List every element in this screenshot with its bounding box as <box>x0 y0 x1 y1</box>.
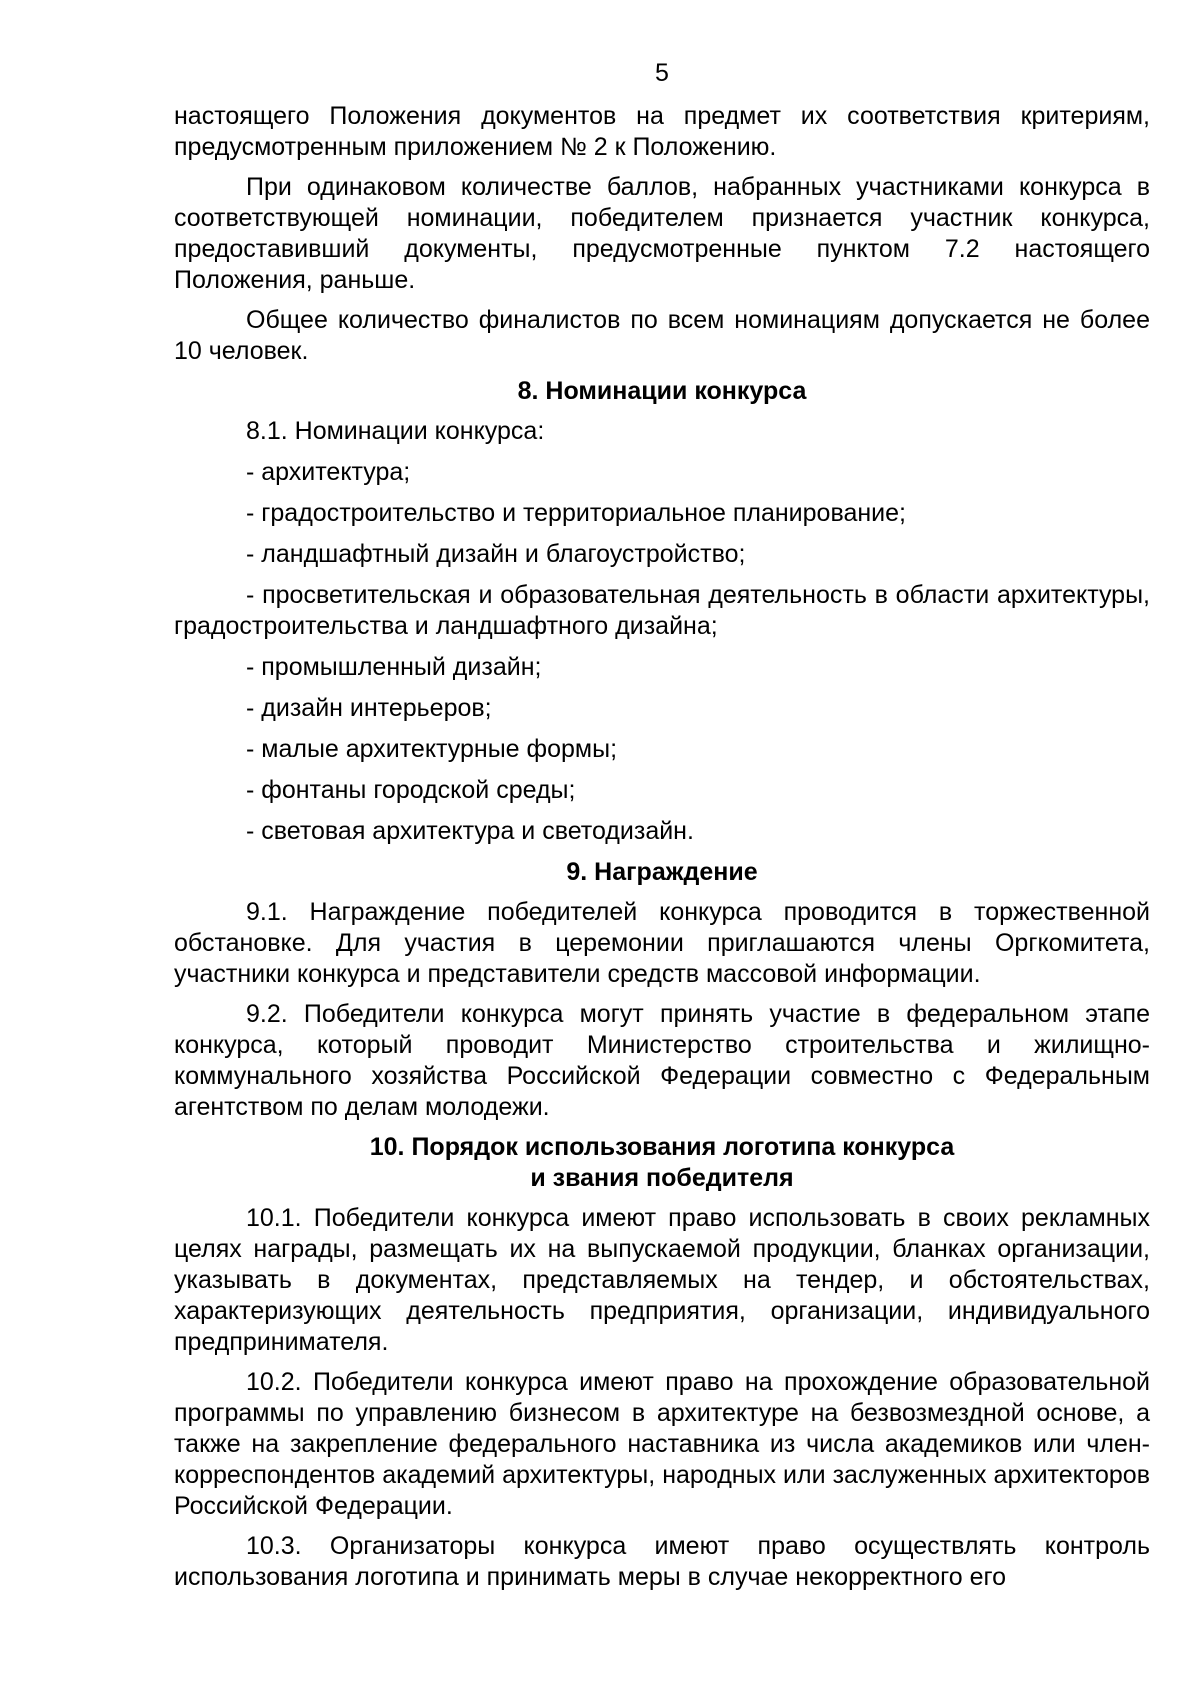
page-number: 5 <box>655 59 669 87</box>
intro-paragraph-1: настоящего Положения документов на предмет их соответствия критериям, предусмотренным приложением № 2 к Положению. <box>174 102 1150 161</box>
page-content <box>174 58 1150 1602</box>
intro-paragraph-2: При одинаковом количестве баллов, набранных участниками конкурса в соответствующей номинации, победителем признается участник конкурса, предоставивший документы, предусмотренные пунктом 7.2 настоящего Положения, раньше. <box>174 173 1150 294</box>
intro-paragraph-3: Общее количество финалистов по всем номинациям допускается не более 10 человек. <box>174 306 1150 365</box>
nomination-item: - градостроительство и территориальное планирование; <box>246 499 906 527</box>
section-10-paragraph-1: 10.1. Победители конкурса имеют право использовать в своих рекламных целях награды, размещать их на выпускаемой продукции, бланках организации, указывать в документах, представляемых на тендер, и обстоятельствах, характеризующих деятельность предприятия, организации, индивидуального предпринимателя. <box>174 1204 1150 1356</box>
section-10-heading-line-1: 10. Порядок использования логотипа конкурса <box>369 1133 955 1161</box>
nomination-item: - архитектура; <box>246 458 411 486</box>
section-10-heading-line-2: и звания победителя <box>530 1164 794 1192</box>
section-10-paragraph-3: 10.3. Организаторы конкурса имеют право осуществлять контроль использования логотипа и принимать меры в случае некорректного его <box>174 1532 1150 1591</box>
section-10-paragraph-2: 10.2. Победители конкурса имеют право на прохождение образовательной программы по управлению бизнесом в архитектуре на безвозмездной основе, а также на закрепление федерального наставника из числа академиков или член-корреспондентов академий архитектуры, народных или заслуженных архитекторов Российской Федерации. <box>174 1368 1150 1520</box>
section-8-lead: 8.1. Номинации конкурса: <box>246 417 545 445</box>
nomination-item: - промышленный дизайн; <box>246 653 542 681</box>
nomination-item: - малые архитектурные формы; <box>246 735 618 763</box>
section-9-paragraph-1: 9.1. Награждение победителей конкурса проводится в торжественной обстановке. Для участия в церемонии приглашаются члены Оргкомитета, участники конкурса и представители средств массовой информации. <box>174 898 1150 988</box>
nomination-item: - ландшафтный дизайн и благоустройство; <box>246 540 746 568</box>
nomination-item: - фонтаны городской среды; <box>246 776 576 804</box>
section-9-heading: 9. Награждение <box>566 858 758 886</box>
nomination-item: - дизайн интерьеров; <box>246 694 492 722</box>
section-9-paragraph-2: 9.2. Победители конкурса могут принять участие в федеральном этапе конкурса, который проводит Министерство строительства и жилищно-коммунального хозяйства Российской Федерации совместно с Федеральным агентством по делам молодежи. <box>174 1000 1150 1121</box>
nomination-item: - просветительская и образовательная деятельность в области архитектуры, градостроительства и ландшафтного дизайна; <box>174 581 1150 640</box>
section-10-heading <box>174 1132 1150 1194</box>
section-8-heading: 8. Номинации конкурса <box>517 377 807 405</box>
nomination-item: - световая архитектура и светодизайн. <box>246 817 694 845</box>
